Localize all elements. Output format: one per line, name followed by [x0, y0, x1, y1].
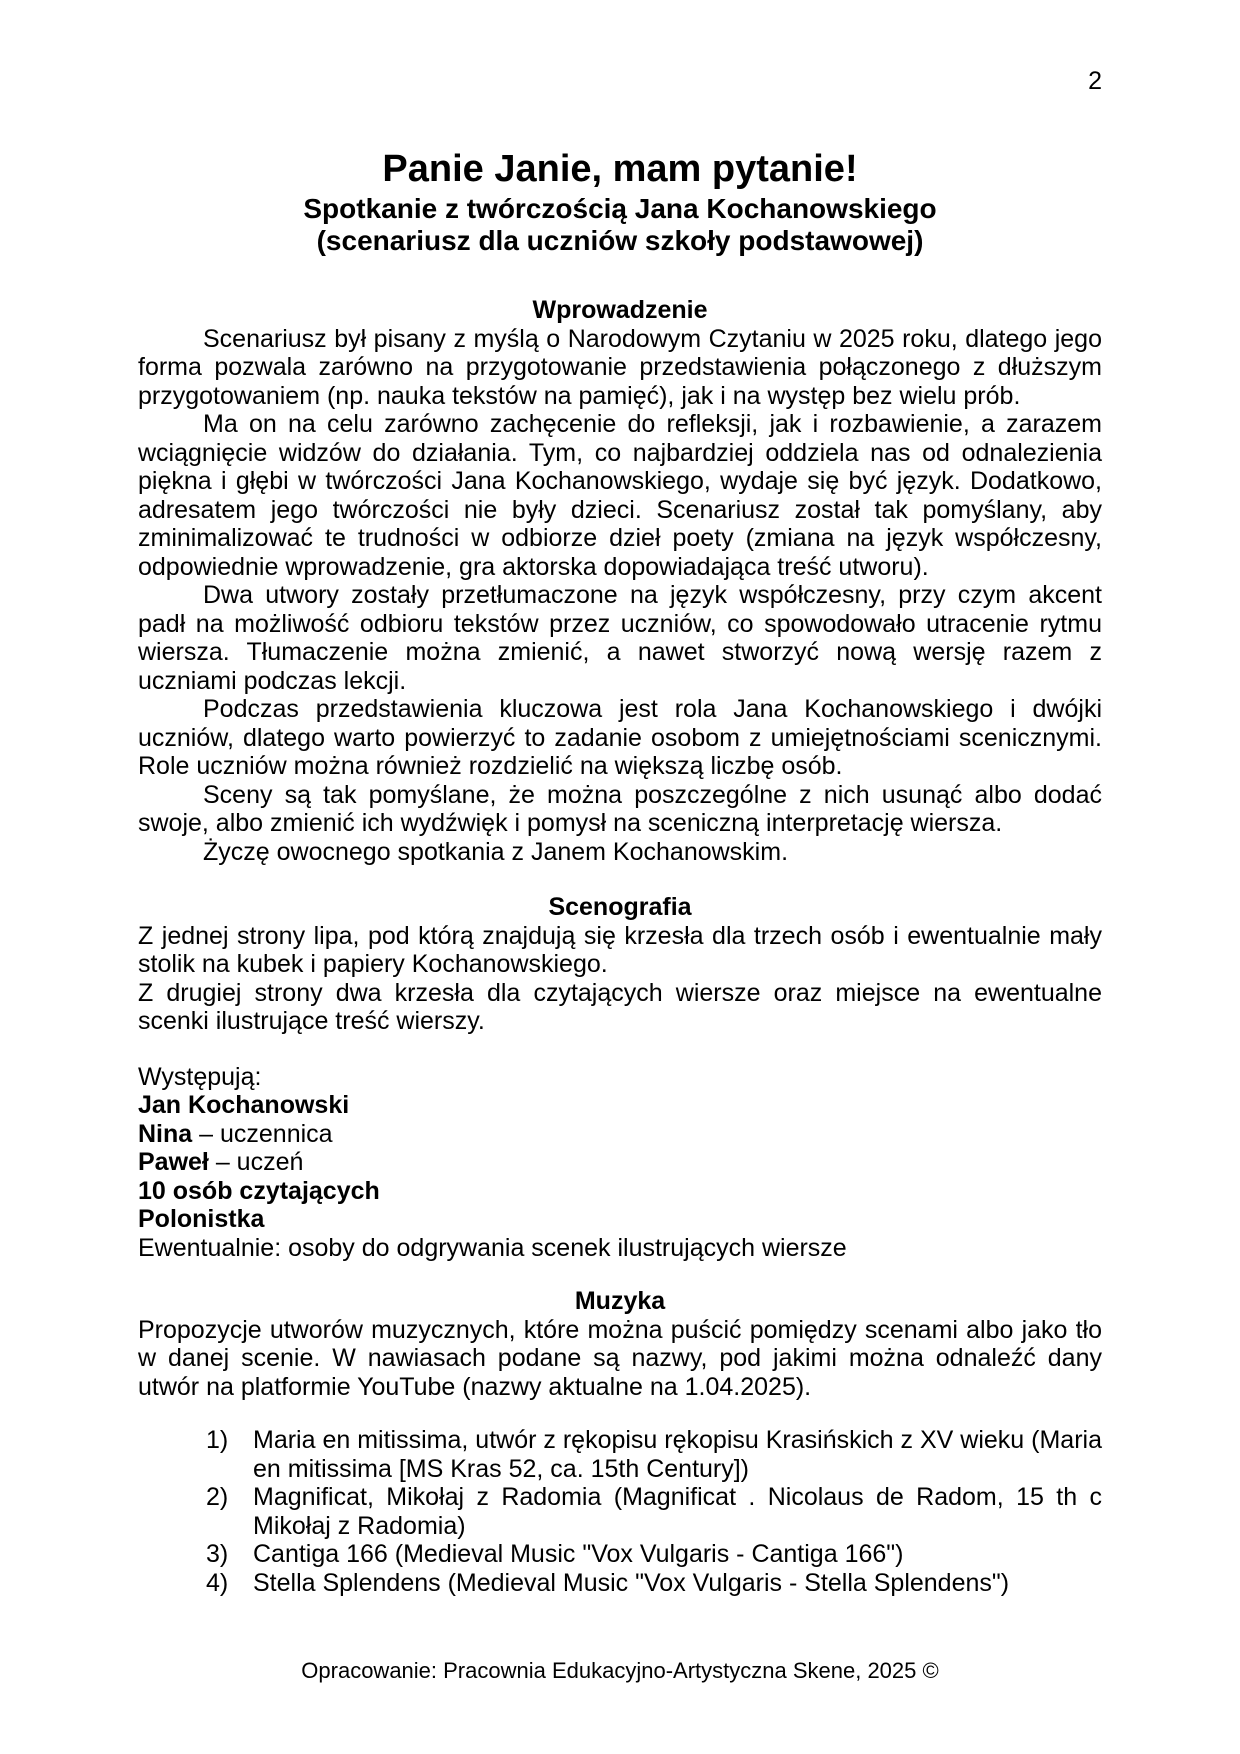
music-item-text: Cantiga 166 (Medieval Music "Vox Vulgaris - Cantiga 166") — [253, 1540, 904, 1568]
music-item-number: 1) — [206, 1426, 229, 1454]
cast-member — [138, 1148, 1102, 1177]
music-item-number: 4) — [206, 1568, 229, 1597]
cast-member-name: Nina — [138, 1119, 193, 1148]
paragraph: Propozycje utworów muzycznych, które można puścić pomiędzy scenami albo jako tło w danej scenie. W nawiasach podane są nazwy, pod jakimi można odnaleźć dany utwór na platformie YouTube (nazwy aktualne na 1.04.2025). — [138, 1315, 1102, 1401]
cast-member-name: 10 osób czytających — [138, 1176, 380, 1205]
paragraph: Ma on na celu zarówno zachęcenie do refleksji, jak i rozbawienie, a zarazem wciągnięcie widzów do działania. Tym, co najbardziej oddziela nas od odnalezienia piękna i głębi w twórczości Jana Kochanowskiego, wydaje się być język. Dodatkowo, adresatem jego twórczości nie były dzieci. Scenariusz został tak pomyślany, aby zminimalizować te trudności w odbiorze dzieł poety (zmiana na język współczesny, odpowiednie wprowadzenie, gra aktorska dopowiadająca treść utworu). — [138, 410, 1102, 581]
music-list-item — [138, 1483, 1102, 1540]
music-item-text: Stella Splendens (Medieval Music "Vox Vulgaris - Stella Splendens") — [253, 1568, 1010, 1597]
document-subtitle-line-1: Spotkanie z twórczością Jana Kochanowskiego — [303, 193, 937, 224]
paragraph: Podczas przedstawienia kluczowa jest rola Jana Kochanowskiego i dwójki uczniów, dlatego warto powierzyć to zadanie osobom z umiejętnościami scenicznymi. Role uczniów można również rozdzielić na większą liczbę osób. — [138, 695, 1102, 780]
cast-member — [138, 1177, 1102, 1206]
cast-note: Ewentualnie: osoby do odgrywania scenek ilustrujących wiersze — [138, 1233, 847, 1262]
music-item-number: 2) — [206, 1483, 229, 1511]
cast-member-role: – uczeń — [208, 1148, 304, 1176]
cast-member — [138, 1120, 1102, 1149]
music-list-item — [138, 1540, 1102, 1569]
music-list — [138, 1426, 1102, 1597]
cast-member-role: – uczennica — [192, 1119, 333, 1148]
paragraph: Z drugiej strony dwa krzesła dla czytających wiersze oraz miejsce na ewentualne scenki ilustrujące treść wierszy. — [138, 978, 1102, 1035]
music-item-text: Magnificat, Mikołaj z Radomia (Magnificat . Nicolaus de Radom, 15 th c Mikołaj z Radomia) — [253, 1483, 1102, 1540]
footer-credit: Opracowanie: Pracownia Edukacyjno-Artystyczna Skene, 2025 © — [301, 1658, 939, 1683]
paragraph: Dwa utwory zostały przetłumaczone na język współczesny, przy czym akcent padł na możliwość odbioru tekstów przez uczniów, co spowodowało utracenie rytmu wiersza. Tłumaczenie można zmienić, a nawet stworzyć nową wersję razem z uczniami podczas lekcji. — [138, 581, 1102, 695]
cast-member-name: Paweł — [138, 1148, 209, 1176]
page-number: 2 — [1088, 67, 1102, 95]
cast-intro: Występują: — [138, 1062, 262, 1091]
paragraph: Z jednej strony lipa, pod którą znajdują się krzesła dla trzech osób i ewentualnie mały stolik na kubek i papiery Kochanowskiego. — [138, 921, 1102, 978]
cast-block — [138, 1063, 1102, 1263]
paragraph: Życzę owocnego spotkania z Janem Kochanowskim. — [203, 837, 789, 866]
cast-member-name: Jan Kochanowski — [138, 1091, 350, 1119]
paragraph: Sceny są tak pomyślane, że można poszczególne z nich usunąć albo dodać swoje, albo zmienić ich wydźwięk i pomysł na sceniczną interpretację wiersza. — [138, 780, 1102, 837]
music-item-text: Maria en mitissima, utwór z rękopisu rękopisu Krasińskich z XV wieku (Maria en mitissima [MS Kras 52, ca. 15th Century]) — [253, 1426, 1102, 1483]
section-heading-scenografia: Scenografia — [548, 893, 692, 921]
music-list-item — [138, 1426, 1102, 1483]
document-subtitle-line-2: (scenariusz dla uczniów szkoły podstawowej) — [316, 225, 924, 256]
paragraph: Scenariusz był pisany z myślą o Narodowym Czytaniu w 2025 roku, dlatego jego forma pozwala zarówno na przygotowanie przedstawienia połączonego z dłuższym przygotowaniem (np. nauka tekstów na pamięć), jak i na występ bez wielu prób. — [138, 324, 1102, 410]
section-heading-wprowadzenie: Wprowadzenie — [532, 296, 708, 324]
cast-member — [138, 1205, 1102, 1234]
cast-member — [138, 1091, 1102, 1120]
music-item-number: 3) — [206, 1540, 229, 1568]
section-heading-muzyka: Muzyka — [574, 1287, 666, 1315]
cast-member-name: Polonistka — [138, 1205, 265, 1233]
music-list-item — [138, 1569, 1102, 1598]
document-title: Panie Janie, mam pytanie! — [382, 148, 858, 190]
